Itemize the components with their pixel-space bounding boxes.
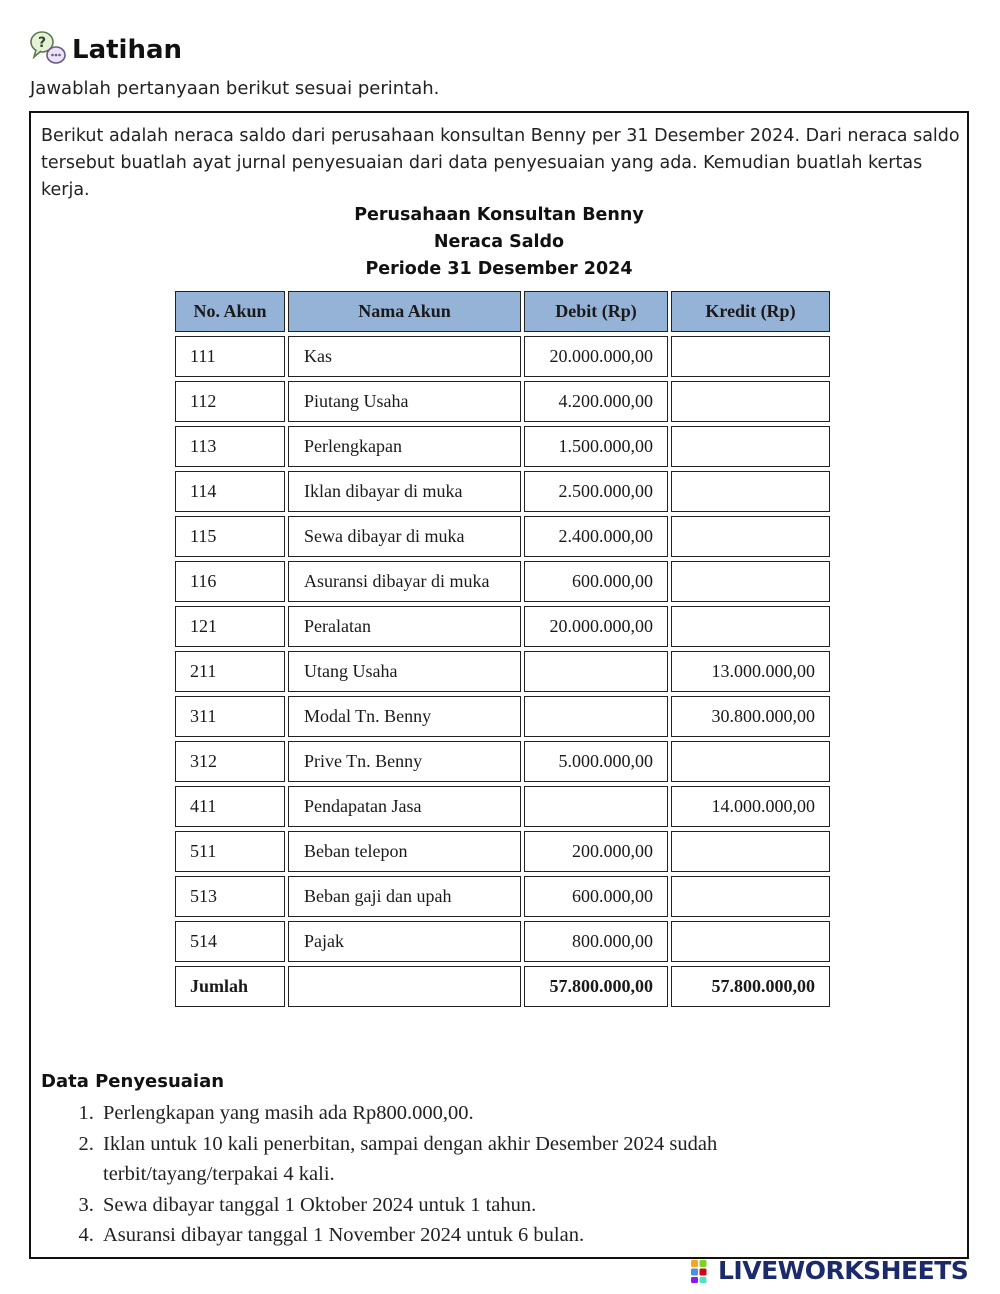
table-cell: 20.000.000,00 [524, 336, 668, 377]
list-item: 4. Asuransi dibayar tanggal 1 November 2024 untuk 6 bulan. [99, 1220, 879, 1251]
total-cell [288, 966, 521, 1007]
list-item: 3. Sewa dibayar tanggal 1 Oktober 2024 untuk 1 tahun. [99, 1190, 879, 1221]
liveworksheets-logo [690, 1256, 968, 1285]
table-cell [671, 561, 830, 602]
table-cell: 116 [175, 561, 285, 602]
table-cell: 211 [175, 651, 285, 692]
intro-paragraph: Berikut adalah neraca saldo dari perusahaan konsultan Benny per 31 Desember 2024. Dari neraca saldo tersebut buatlah ayat jurnal penyesuaian dari data penyesuaian yang ada. Kemudian buatlah kertas kerja. [41, 126, 960, 200]
table-cell: Sewa dibayar di muka [288, 516, 521, 557]
table-cell: 2.500.000,00 [524, 471, 668, 512]
table-cell: 30.800.000,00 [671, 696, 830, 737]
table-total-row [175, 966, 830, 1007]
table-row [175, 741, 830, 782]
table-cell [671, 426, 830, 467]
page-title: Latihan [72, 35, 183, 65]
report-period: Periode 31 Desember 2024 [365, 259, 633, 279]
table-cell [524, 651, 668, 692]
table-cell: Kas [288, 336, 521, 377]
table-cell: Prive Tn. Benny [288, 741, 521, 782]
table-cell: 200.000,00 [524, 831, 668, 872]
table-cell: Modal Tn. Benny [288, 696, 521, 737]
table-cell: 511 [175, 831, 285, 872]
company-name: Perusahaan Konsultan Benny [354, 205, 644, 225]
table-row [175, 876, 830, 917]
table-cell: 114 [175, 471, 285, 512]
column-header: Nama Akun [288, 291, 521, 332]
table-cell: Iklan dibayar di muka [288, 471, 521, 512]
table-cell [671, 381, 830, 422]
total-cell: 57.800.000,00 [524, 966, 668, 1007]
exercise-box [29, 111, 969, 1259]
table-cell: 311 [175, 696, 285, 737]
table-cell: 111 [175, 336, 285, 377]
table-cell: 5.000.000,00 [524, 741, 668, 782]
column-header: Kredit (Rp) [671, 291, 830, 332]
column-header: Debit (Rp) [524, 291, 668, 332]
table-cell: Pajak [288, 921, 521, 962]
table-row [175, 381, 830, 422]
table-row [175, 696, 830, 737]
table-cell: 20.000.000,00 [524, 606, 668, 647]
table-cell: 600.000,00 [524, 561, 668, 602]
svg-text:?: ? [37, 35, 47, 51]
table-cell: Beban telepon [288, 831, 521, 872]
table-cell: 600.000,00 [524, 876, 668, 917]
table-cell: 411 [175, 786, 285, 827]
table-cell: 13.000.000,00 [671, 651, 830, 692]
table-cell [671, 876, 830, 917]
table-cell [671, 516, 830, 557]
liveworksheets-logo-icon [690, 1258, 716, 1284]
table-cell: 312 [175, 741, 285, 782]
table-cell: Pendapatan Jasa [288, 786, 521, 827]
list-item: 1. Perlengkapan yang masih ada Rp800.000,00. [99, 1098, 879, 1129]
table-row [175, 831, 830, 872]
page-header [28, 28, 182, 68]
table-cell: 513 [175, 876, 285, 917]
table-cell [524, 696, 668, 737]
table-cell: Utang Usaha [288, 651, 521, 692]
table-row [175, 426, 830, 467]
table-row [175, 651, 830, 692]
table-cell [671, 741, 830, 782]
total-cell: 57.800.000,00 [671, 966, 830, 1007]
report-title: Neraca Saldo [433, 232, 565, 252]
table-cell: Peralatan [288, 606, 521, 647]
table-row [175, 921, 830, 962]
table-cell: Piutang Usaha [288, 381, 521, 422]
table-cell [524, 786, 668, 827]
table-row [175, 516, 830, 557]
table-row [175, 786, 830, 827]
adjustments-title: Data Penyesuaian [41, 1071, 225, 1092]
table-row [175, 336, 830, 377]
total-cell: Jumlah [175, 966, 285, 1007]
table-cell: Perlengkapan [288, 426, 521, 467]
table-cell [671, 831, 830, 872]
table-cell: 514 [175, 921, 285, 962]
table-cell: 113 [175, 426, 285, 467]
adjustments-list [67, 1098, 879, 1251]
table-cell [671, 606, 830, 647]
brand-name: LIVEWORKSHEETS [718, 1256, 969, 1285]
question-chat-icon [28, 28, 68, 68]
table-cell: 800.000,00 [524, 921, 668, 962]
table-cell: 121 [175, 606, 285, 647]
list-item: 2. Iklan untuk 10 kali penerbitan, sampai dengan akhir Desember 2024 sudah terbit/tayang/terpakai 4 kali. [99, 1129, 879, 1190]
table-row [175, 606, 830, 647]
instruction-text: Jawablah pertanyaan berikut sesuai perintah. [30, 78, 440, 99]
table-cell: 112 [175, 381, 285, 422]
table-cell [671, 336, 830, 377]
table-cell: 2.400.000,00 [524, 516, 668, 557]
table-cell: 4.200.000,00 [524, 381, 668, 422]
table-cell [671, 921, 830, 962]
table-cell: Beban gaji dan upah [288, 876, 521, 917]
trial-balance-table [172, 287, 833, 1011]
table-row [175, 471, 830, 512]
column-header: No. Akun [175, 291, 285, 332]
table-header-row [175, 291, 830, 332]
table-row [175, 561, 830, 602]
table-cell: 115 [175, 516, 285, 557]
table-cell: 1.500.000,00 [524, 426, 668, 467]
table-cell [671, 471, 830, 512]
table-cell: 14.000.000,00 [671, 786, 830, 827]
table-cell: Asuransi dibayar di muka [288, 561, 521, 602]
